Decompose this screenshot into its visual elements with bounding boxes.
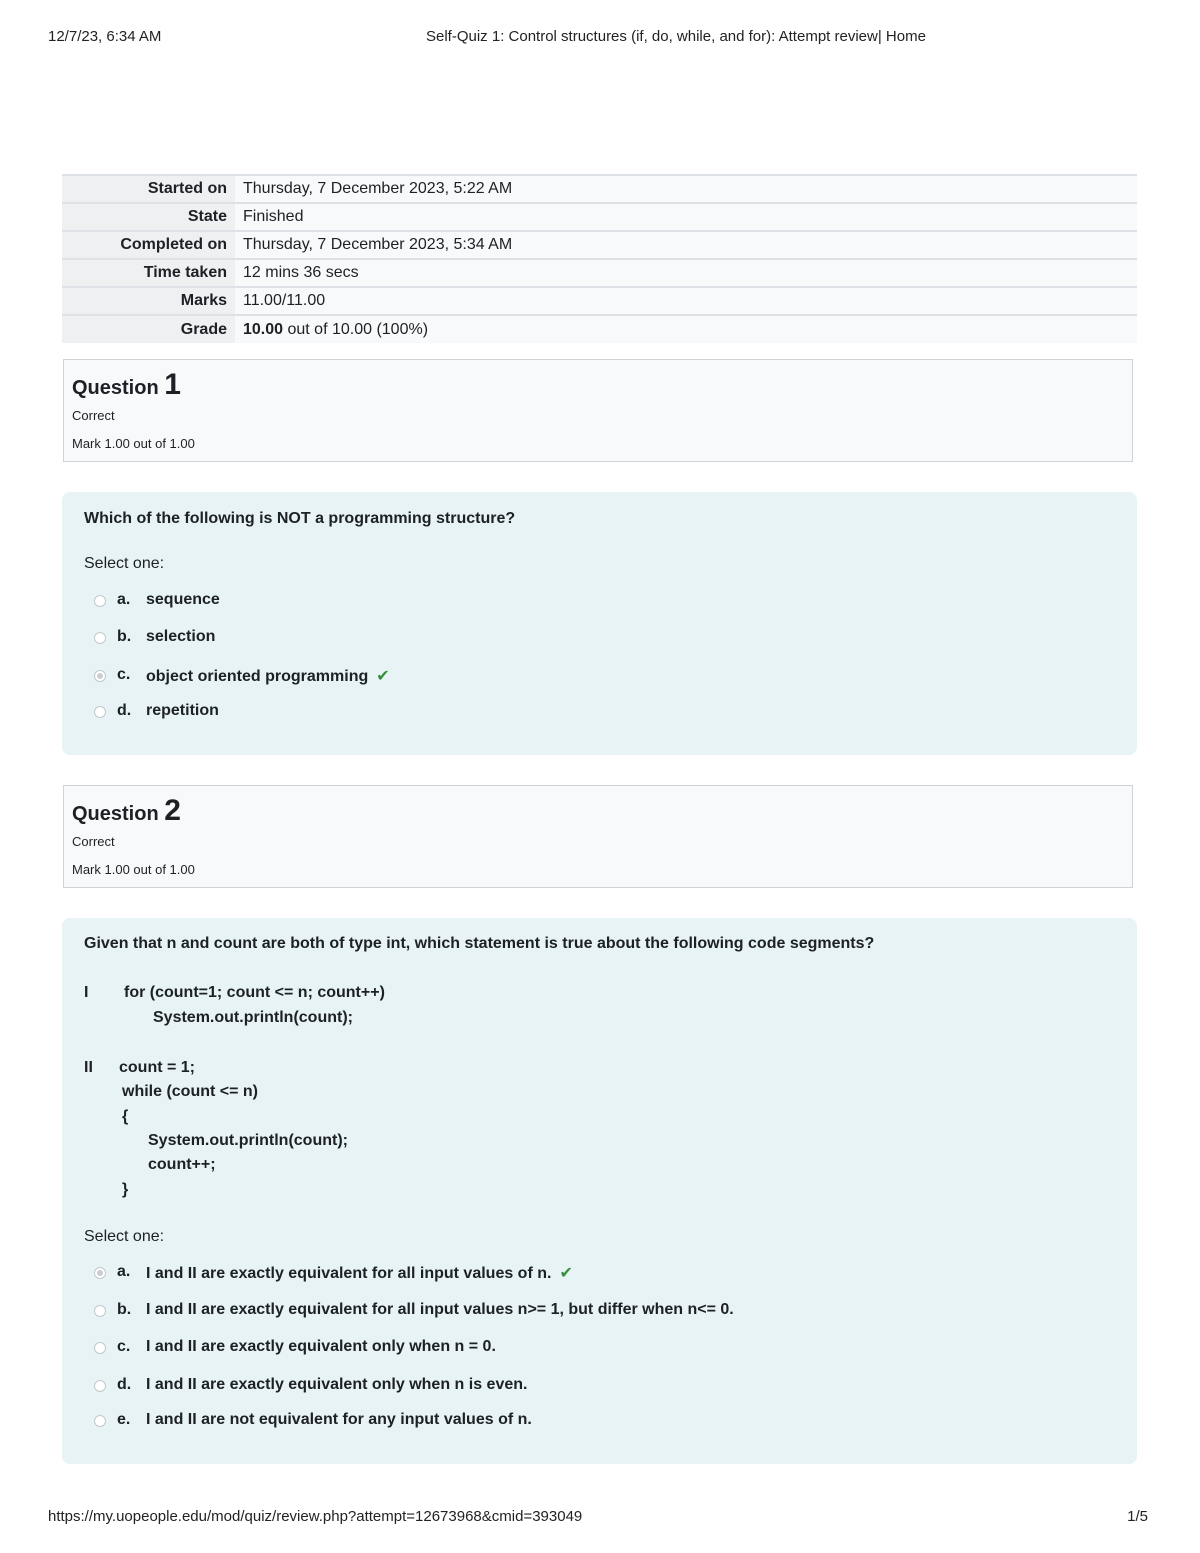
option-letter: c. xyxy=(117,1338,131,1355)
radio-button[interactable] xyxy=(94,1380,106,1392)
summary-row-completed xyxy=(62,231,1137,259)
code-label-ii: II xyxy=(84,1059,93,1076)
started-label: Started on xyxy=(62,175,235,203)
grade-value xyxy=(235,315,1137,343)
time-label: Time taken xyxy=(62,259,235,287)
summary-row-state xyxy=(62,203,1137,231)
question-1-text: Which of the following is NOT a programming structure? xyxy=(84,510,516,527)
question-label: Question xyxy=(72,377,159,399)
option-text: I and II are not equivalent for any input values of n. xyxy=(146,1411,532,1428)
radio-button[interactable] xyxy=(94,706,106,718)
check-icon: ✔ xyxy=(559,1265,573,1282)
marks-value: 11.00/11.00 xyxy=(235,287,1137,315)
radio-button[interactable] xyxy=(94,1305,106,1317)
question-2-content xyxy=(62,918,1137,1464)
question-1-info xyxy=(63,359,1133,462)
question-1-state: Correct xyxy=(72,408,115,423)
option-text: I and II are exactly equivalent for all input values n>= 1, but differ when n<= 0. xyxy=(146,1301,734,1318)
code-line: count = 1; xyxy=(119,1059,196,1076)
print-url: https://my.uopeople.edu/mod/quiz/review.php?attempt=12673968&cmid=393049 xyxy=(48,1508,583,1525)
radio-button[interactable] xyxy=(94,595,106,607)
radio-button-selected[interactable] xyxy=(94,670,106,682)
summary-row-started xyxy=(62,175,1137,203)
question-2-state: Correct xyxy=(72,834,115,849)
question-label: Question xyxy=(72,803,159,825)
code-line: for (count=1; count <= n; count++) xyxy=(124,984,385,1001)
radio-button[interactable] xyxy=(94,632,106,644)
question-1-title xyxy=(72,368,181,402)
option-text: object oriented programming xyxy=(146,668,369,685)
select-one-label: Select one: xyxy=(84,555,165,572)
code-line: while (count <= n) xyxy=(122,1083,259,1100)
question-2-mark: Mark 1.00 out of 1.00 xyxy=(72,862,195,877)
option-letter: a. xyxy=(117,1263,131,1280)
option-text: I and II are exactly equivalent only when n = 0. xyxy=(146,1338,496,1355)
print-header xyxy=(48,28,1152,48)
option-letter: b. xyxy=(117,628,132,645)
grade-rest: out of 10.00 (100%) xyxy=(283,320,429,338)
state-label: State xyxy=(62,203,235,231)
option-letter: d. xyxy=(117,1376,132,1393)
option-text-wrap xyxy=(146,1263,573,1283)
question-1-mark: Mark 1.00 out of 1.00 xyxy=(72,436,195,451)
marks-label: Marks xyxy=(62,287,235,315)
question-2-info xyxy=(63,785,1133,888)
summary-row-grade xyxy=(62,315,1137,343)
quiz-summary-table xyxy=(62,174,1137,343)
option-text: sequence xyxy=(146,591,220,608)
grade-score: 10.00 xyxy=(243,320,284,338)
question-number: 1 xyxy=(164,368,181,401)
radio-button-selected[interactable] xyxy=(94,1267,106,1279)
grade-label: Grade xyxy=(62,315,235,343)
option-text: I and II are exactly equivalent for all input values of n. xyxy=(146,1265,552,1282)
completed-value: Thursday, 7 December 2023, 5:34 AM xyxy=(235,231,1137,259)
summary-row-marks xyxy=(62,287,1137,315)
option-letter: c. xyxy=(117,666,131,683)
option-text: I and II are exactly equivalent only when n is even. xyxy=(146,1376,528,1393)
print-date: 12/7/23, 6:34 AM xyxy=(48,28,162,45)
code-line: System.out.println(count); xyxy=(148,1132,348,1149)
select-one-label: Select one: xyxy=(84,1228,165,1245)
option-letter: d. xyxy=(117,702,132,719)
page-number: 1/5 xyxy=(1127,1508,1148,1525)
started-value: Thursday, 7 December 2023, 5:22 AM xyxy=(235,175,1137,203)
state-value: Finished xyxy=(235,203,1137,231)
radio-button[interactable] xyxy=(94,1342,106,1354)
option-text: repetition xyxy=(146,702,219,719)
option-text: selection xyxy=(146,628,216,645)
option-letter: e. xyxy=(117,1411,131,1428)
check-icon: ✔ xyxy=(376,668,390,685)
summary-row-time xyxy=(62,259,1137,287)
code-line: { xyxy=(122,1108,129,1125)
question-1-content xyxy=(62,492,1137,755)
question-number: 2 xyxy=(164,794,181,827)
time-value: 12 mins 36 secs xyxy=(235,259,1137,287)
code-label-i: I xyxy=(84,984,89,1001)
option-text-wrap xyxy=(146,666,390,686)
radio-button[interactable] xyxy=(94,1415,106,1427)
option-letter: a. xyxy=(117,591,131,608)
completed-label: Completed on xyxy=(62,231,235,259)
print-title: Self-Quiz 1: Control structures (if, do, while, and for): Attempt review| Home xyxy=(426,28,926,45)
code-line: } xyxy=(122,1181,129,1198)
code-line: System.out.println(count); xyxy=(153,1009,353,1026)
question-2-title xyxy=(72,794,181,828)
question-2-text: Given that n and count are both of type int, which statement is true about the following code segments? xyxy=(84,935,875,952)
code-line: count++; xyxy=(148,1156,216,1173)
option-letter: b. xyxy=(117,1301,132,1318)
